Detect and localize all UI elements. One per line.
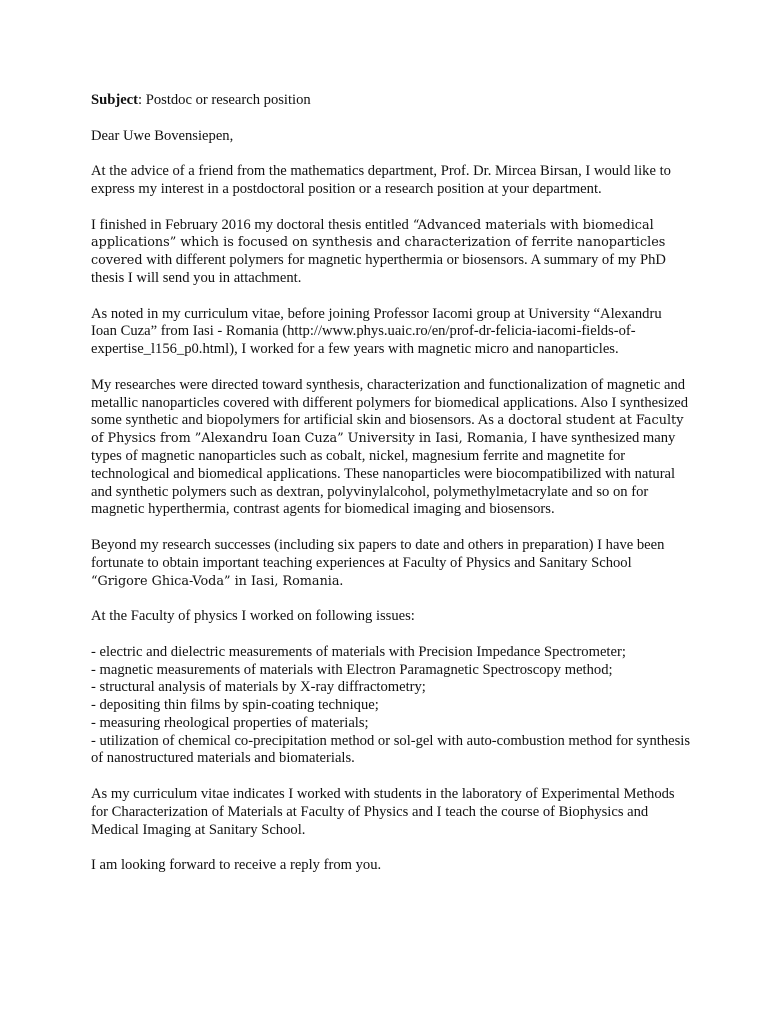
issue-item: - utilization of chemical co-precipitation method or sol-gel with auto-combustion method for synthesis of nanostructured materials and biomaterials. [91, 732, 691, 767]
issue-item: - structural analysis of materials by X-ray diffractometry; [91, 679, 426, 696]
paragraph-thesis-part-1: I finished in February 2016 my doctoral thesis entitled [91, 216, 409, 233]
greeting: Dear Uwe Bovensiepen, [91, 127, 234, 144]
subject-text: : Postdoc or research position [138, 92, 311, 108]
closing-line: I am looking forward to receive a reply from you. [91, 857, 382, 874]
paragraph-thesis-part-3: with different polymers for magnetic hyperthermia or biosensors. A summary of my PhD thesis I will send you in attachment. [91, 252, 666, 286]
issues-list [91, 644, 691, 769]
paragraph-background: As noted in my curriculum vitae, before joining Professor Iacomi group at University “Alexandru Ioan Cuza” from Iasi - Romania (http://www.phys.uaic.ro/en/prof-dr-felicia-iacomi-fields-of-expertise_l156_p0.html), I worked for a few years with magnetic micro and nanoparticles. [91, 305, 662, 358]
paragraph-research-part-2: doctoral student at Faculty of Physics from ”Alexandru Ioan Cuza” University in Iasi, Romania, [91, 413, 684, 447]
paragraph-students: As my curriculum vitae indicates I worked with students in the laboratory of Experimental Methods for Characterization of Materials at Faculty of Physics and I teach the course of Biophysics and Medical Imaging at Sanitary School. [91, 786, 675, 838]
paragraph-intro: At the advice of a friend from the mathematics department, Prof. Dr. Mircea Birsan, I would like to express my interest in a postdoctoral position or a research position at your department. [91, 163, 671, 197]
paragraph-teaching-part-1: Beyond my research successes (including six papers to date and others in preparation) I have been fortunate to obtain important teaching experiences at Faculty of Physics and Sanitary School [91, 536, 665, 571]
paragraph-research-part-1: My researches were directed toward synthesis, characterization and functionalization of magnetic and metallic nanoparticles covered with different polymers for biomedical applications. Also I synthesized some synthetic and biopolymers for artificial skin and biosensors. As a [91, 376, 689, 429]
subject-label: Subject [91, 92, 139, 108]
paragraph-thesis [91, 217, 691, 288]
paragraph-thesis-part-2: “Advanced materials with biomedical applications” which is focused on synthesis and characterization of ferrite nanoparticles covered [91, 217, 666, 269]
cover-letter [91, 92, 691, 893]
subject-line [91, 92, 691, 110]
paragraph-teaching-part-3: . [339, 572, 344, 589]
issues-intro: At the Faculty of physics I worked on following issues: [91, 608, 415, 625]
paragraph-research [91, 377, 691, 519]
paragraph-research-part-3: I have synthesized many types of magnetic nanoparticles such as cobalt, nickel, magnesium ferrite and magnetite for technological and biomedical applications. These nanoparticles were biocompatibilized with natural and synthetic polymers such as dextran, polyvinylalcohol, polymethylmetacrylate and so on for magnetic hyperthermia, contrast agents for biomedical imaging and biosensors. [91, 430, 676, 518]
issues-block [91, 608, 691, 626]
issue-item: - measuring rheological properties of materials; [91, 714, 369, 731]
paragraph-teaching [91, 537, 691, 590]
issue-item: - depositing thin films by spin-coating technique; [91, 697, 379, 714]
issue-item: - electric and dielectric measurements of materials with Precision Impedance Spectrometer; [91, 643, 626, 660]
issue-item: - magnetic measurements of materials with Electron Paramagnetic Spectroscopy method; [91, 661, 613, 678]
paragraph-teaching-part-2: “Grigore Ghica-Voda” in Iasi, Romania [91, 573, 340, 589]
